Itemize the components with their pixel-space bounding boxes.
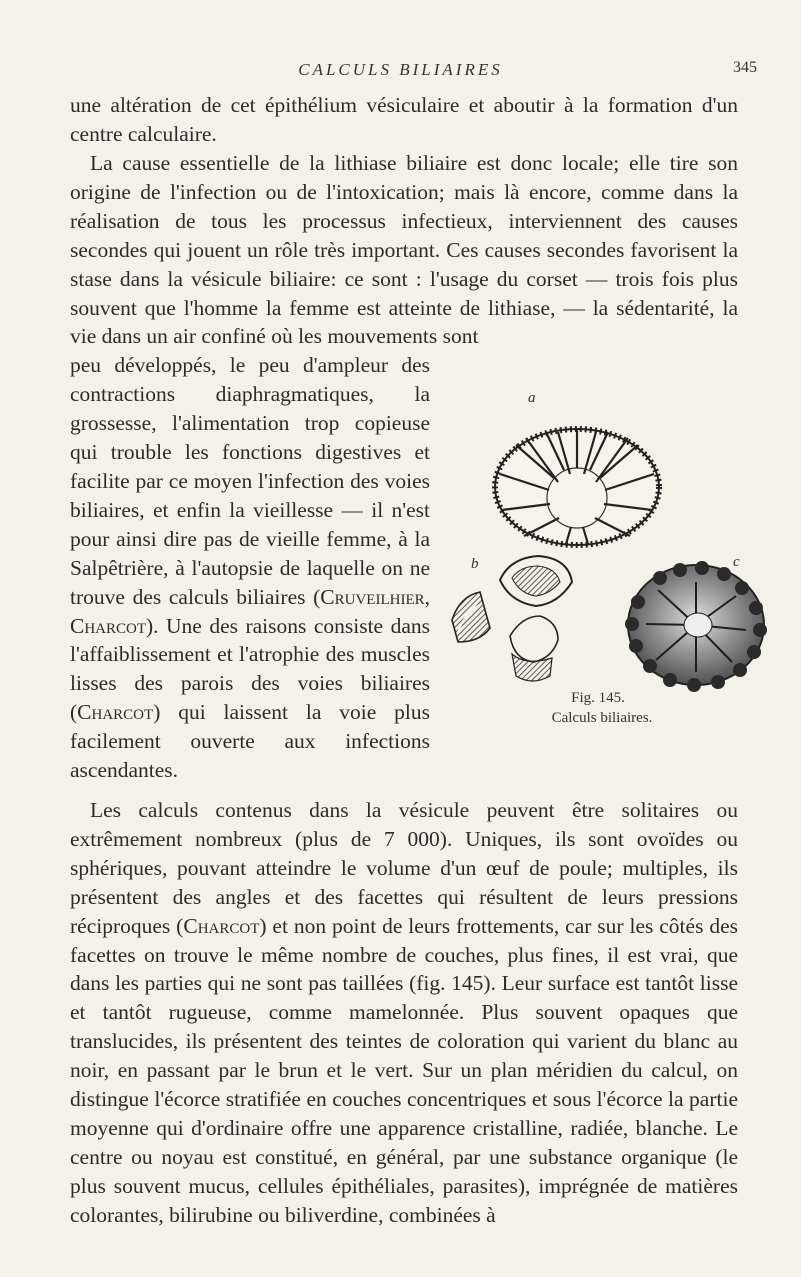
gallstone-c-rough [625, 561, 767, 692]
author-cruveilhier: Cruveilhier [320, 584, 425, 609]
text-run: ) qui laissent la voie plus facilement ouverte aux infections ascendantes. [70, 700, 430, 783]
figure-label-a: a [528, 390, 536, 406]
author-charcot: Charcot [183, 913, 260, 938]
paragraph-causes-narrow [70, 351, 430, 785]
gallstones-b-faceted [452, 556, 572, 681]
gallstone-a-section [495, 429, 659, 545]
text-run: ) et non point de leurs frottements, car sur les côtés des facettes on trouve le même nombre de couches, plus fines, il est vrai, que dans les parties qui ne sont pas taillées (fig. 145). Leur surface est tantôt lisse et tantôt rugueuse, comme mamelonnée. Plus souvent opaques que translucides, ils présentent des teintes de coloration qui varient du blanc au noir, en passant par le brun et le vert. Sur un plan méridien du calcul, on distingue l'écorce stratifiée en couches concentriques et sous l'écorce la partie moyenne qui d'ordinaire offre une apparence cristalline, radiée, blanche. Le centre ou noyau est constitué, en général, par une substance organique (le plus souvent mucus, cellules épithéliales, parasites), imprégnée de matières colorantes, bilirubine ou biliverdine, combinées à [70, 913, 738, 1227]
running-title: CALCULS BILIAIRES [298, 60, 503, 79]
figure-gallstones [440, 370, 780, 785]
text-run: , [424, 584, 430, 609]
text-run: Les calculs contenus dans la vésicule peuvent être solitaires ou extrêmement nombreux (plus de 7 000). Uniques, ils sont ovoïdes ou sphériques, pouvant atteindre le volume d'un œuf de poule; multiples, ils présentent des angles et des facettes qui résultent de leurs pressions réciproques ( [70, 798, 738, 938]
author-charcot: Charcot [70, 613, 147, 638]
figure-label-b: b [471, 556, 479, 572]
text-run: ). Une des raisons consiste dans l'affaiblissement et l'atrophie des muscles lisses des parois des voies biliaires ( [70, 613, 430, 725]
paragraph-calculs [70, 796, 738, 1230]
figure-caption: Calculs biliaires. [551, 710, 653, 726]
text-run: peu développés, le peu d'ampleur des contractions diaphragmatiques, la grossesse, l'alimentation trop copieuse qui trouble les fonctions digestives et facilite par ce moyen l'infection des voies biliaires, et enfin la vieillesse — il n'est pour ainsi dire pas de vieille femme, à la Salpêtrière, à l'autopsie de laquelle on ne trouve des calculs biliaires ( [70, 353, 430, 609]
page-number: 345 [733, 59, 757, 76]
author-charcot: Charcot [77, 700, 154, 725]
gallstones-illustration [440, 370, 780, 700]
figure-label-c: c [733, 554, 740, 570]
paragraph-continuation: une altération de cet épithélium vésiculaire et aboutir à la formation d'un centre calculaire. [70, 93, 738, 146]
figure-number: Fig. 145. [571, 690, 625, 706]
paragraph-causes-wide: La cause essentielle de la lithiase biliaire est donc locale; elle tire son origine de l'infection ou de l'intoxication; mais là encore, comme dans la réalisation de tous les processus infectieux, interviennent des causes secondes qui jouent un rôle très important. Ces causes secondes favorisent la stase dans la vésicule biliaire: ce sont : l'usage du corset — trois fois plus souvent que l'homme la femme est atteinte de lithiase, — la sédentarité, la vie dans un air confiné où les mouvements sont [70, 151, 738, 349]
